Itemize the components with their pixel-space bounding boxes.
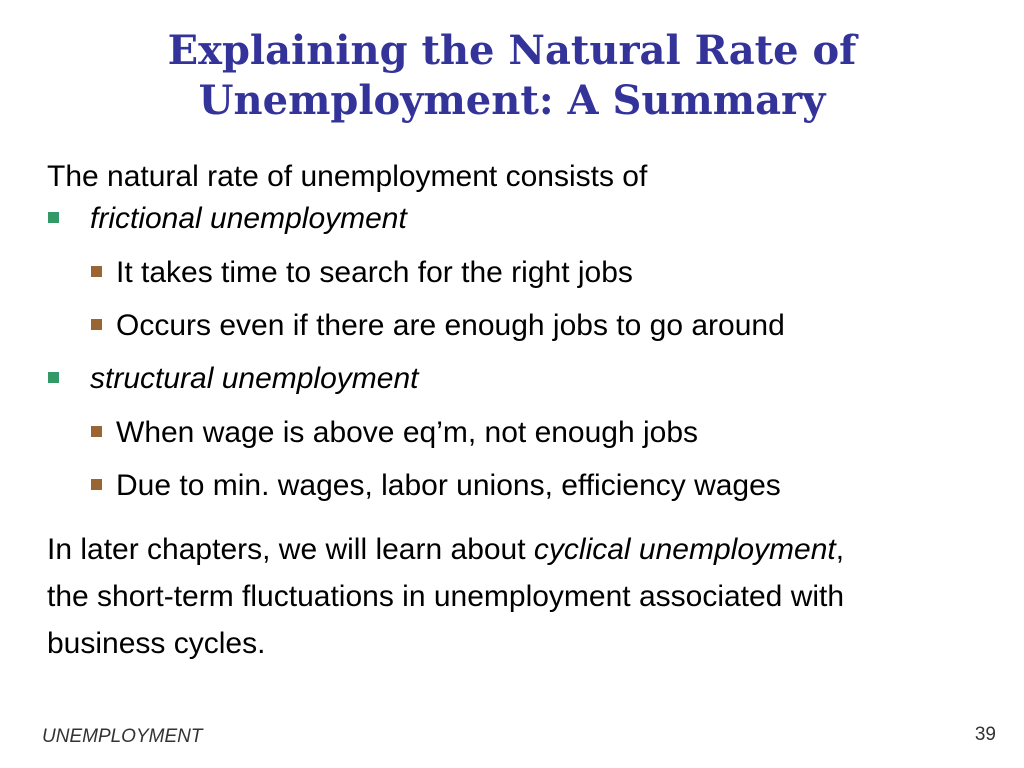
- square-bullet-icon: [91, 479, 102, 490]
- square-bullet-icon: [48, 212, 59, 223]
- closing-text-part-1: In later chapters, we will learn about: [47, 533, 534, 566]
- square-bullet-icon: [91, 266, 102, 277]
- sub-bullet-item: [47, 253, 987, 306]
- sub-bullet-text: Occurs even if there are enough jobs to go around: [116, 309, 785, 342]
- square-bullet-icon: [91, 319, 102, 330]
- bullet-item-frictional: [47, 199, 987, 253]
- slide-title-line-2: Unemployment: A Summary: [198, 77, 826, 124]
- sub-bullet-text: When wage is above eq’m, not enough jobs: [116, 416, 699, 449]
- sub-bullet-item: [47, 413, 987, 466]
- slide-title-line-1: Explaining the Natural Rate of: [167, 27, 857, 74]
- bullet-item-structural: [47, 359, 987, 413]
- footer-label: UNEMPLOYMENT: [42, 726, 203, 747]
- closing-emphasis: cyclical unemployment: [533, 533, 836, 566]
- bullet-label: frictional unemployment: [90, 202, 407, 235]
- closing-paragraph: [47, 526, 847, 667]
- slide-body: [47, 157, 987, 667]
- square-bullet-icon: [91, 426, 102, 437]
- bullet-label: structural unemployment: [90, 362, 419, 395]
- square-bullet-icon: [48, 372, 59, 383]
- sub-bullet-text: Due to min. wages, labor unions, efficiency wages: [116, 469, 781, 502]
- closing-text-part-2: , the short-term fluctuations in unemployment associated with business cycles.: [47, 533, 845, 660]
- sub-bullet-item: [47, 466, 987, 519]
- sub-bullet-text: It takes time to search for the right jobs: [116, 256, 633, 289]
- intro-text: The natural rate of unemployment consists of: [47, 160, 648, 193]
- sub-bullet-item: [47, 306, 987, 359]
- slide-title: [0, 26, 1024, 126]
- slide-number: 39: [974, 724, 996, 745]
